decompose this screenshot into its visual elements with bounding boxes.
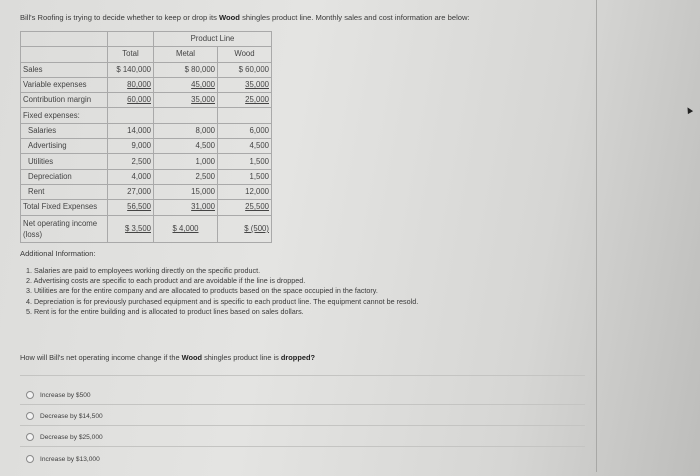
cell-metal: 4,500 [154,139,218,154]
cell-metal: 8,000 [154,123,218,138]
cell-total: 14,000 [108,123,154,138]
cell-wood: 25,000 [218,93,272,108]
cell-wood: 12,000 [218,184,272,199]
quiz-page [6,0,597,472]
table-row [21,154,272,169]
option-label: Decrease by $14,500 [40,412,103,420]
col-header-metal: Metal [154,47,218,62]
divider [20,404,585,405]
cell-wood: 25,500 [218,200,272,215]
row-label: Sales [21,62,108,77]
intro-text: Bill's Roofing is trying to decide whether to keep or drop its Wood shingles product line. Monthly sales and cost information are below: [20,13,470,22]
divider [20,375,585,376]
cell-total: 60,000 [108,93,154,108]
table-row [21,93,272,108]
cell-metal: 15,000 [154,184,218,199]
cell-wood: 1,500 [218,154,272,169]
row-label: Utilities [21,154,108,169]
cell-wood: 1,500 [218,169,272,184]
list-item: 2. Advertising costs are specific to each product and are avoidable if the line is dropped. [26,276,306,286]
cell-wood: $ (500) [218,215,272,242]
answer-option-2[interactable] [26,412,103,420]
option-label: Increase by $13,000 [40,455,100,463]
additional-info-heading: Additional Information: [20,249,96,258]
mouse-cursor-icon [685,106,693,114]
list-item: 5. Rent is for the entire building and is allocated to product lines based on sales dollars. [26,306,304,316]
option-label: Decrease by $25,000 [40,433,103,441]
cell-metal: 45,000 [154,77,218,92]
table-row [21,77,272,92]
table-row [21,62,272,77]
row-label: Contribution margin [21,93,108,108]
row-label: Rent [21,184,108,199]
cell-wood: 6,000 [218,123,272,138]
table-row [21,200,272,215]
cell-wood: 4,500 [218,139,272,154]
table-header-row [21,47,272,62]
row-label: Salaries [21,123,108,138]
list-item: 4. Depreciation is for previously purchased equipment and is specific to each product line. The equipment cannot be resold. [26,296,419,306]
answer-option-1[interactable] [26,391,91,399]
table-row [21,169,272,184]
divider [20,425,585,426]
cell-total: 2,500 [108,154,154,169]
product-line-header: Product Line [154,32,272,47]
cell-total: 80,000 [108,77,154,92]
table-row [21,215,272,242]
additional-info-list [26,266,418,317]
table-row [21,108,272,123]
financial-table [20,31,272,243]
radio-button[interactable] [26,433,34,441]
radio-button[interactable] [26,455,34,463]
cell-total: 56,500 [108,200,154,215]
row-label: Depreciation [21,169,108,184]
answer-option-4[interactable] [26,455,100,463]
cell-total: 4,000 [108,169,154,184]
table-row [21,139,272,154]
cell-metal: 31,000 [154,200,218,215]
cell-metal: $ 4,000 [154,215,218,242]
cell-total: 9,000 [108,139,154,154]
col-header-wood: Wood [218,47,272,62]
cell-wood: $ 60,000 [218,62,272,77]
radio-button[interactable] [26,412,34,420]
col-header-total: Total [108,47,154,62]
row-label: Fixed expenses: [21,108,108,123]
table-row [21,184,272,199]
cell-metal: 35,000 [154,93,218,108]
cell-wood: 35,000 [218,77,272,92]
answer-option-3[interactable] [26,433,103,441]
table-row [21,123,272,138]
option-label: Increase by $500 [40,391,91,399]
cell-total: 27,000 [108,184,154,199]
table-header-group-row [21,32,272,47]
question-text: How will Bill's net operating income change if the Wood shingles product line is dropped? [20,353,315,362]
row-label: Total Fixed Expenses [21,200,108,215]
cell-metal: $ 80,000 [154,62,218,77]
cell-metal: 1,000 [154,154,218,169]
row-label: Advertising [21,139,108,154]
row-label: Net operating income (loss) [21,215,108,242]
list-item: 1. Salaries are paid to employees working directly on the specific product. [26,266,261,275]
radio-button[interactable] [26,391,34,399]
divider [20,446,585,447]
list-item: 3. Utilities are for the entire company and are allocated to products based on the space occupied in the factory. [26,286,378,296]
cell-total: $ 140,000 [108,62,154,77]
cell-total: $ 3,500 [108,215,154,242]
row-label: Variable expenses [21,77,108,92]
cell-metal: 2,500 [154,169,218,184]
